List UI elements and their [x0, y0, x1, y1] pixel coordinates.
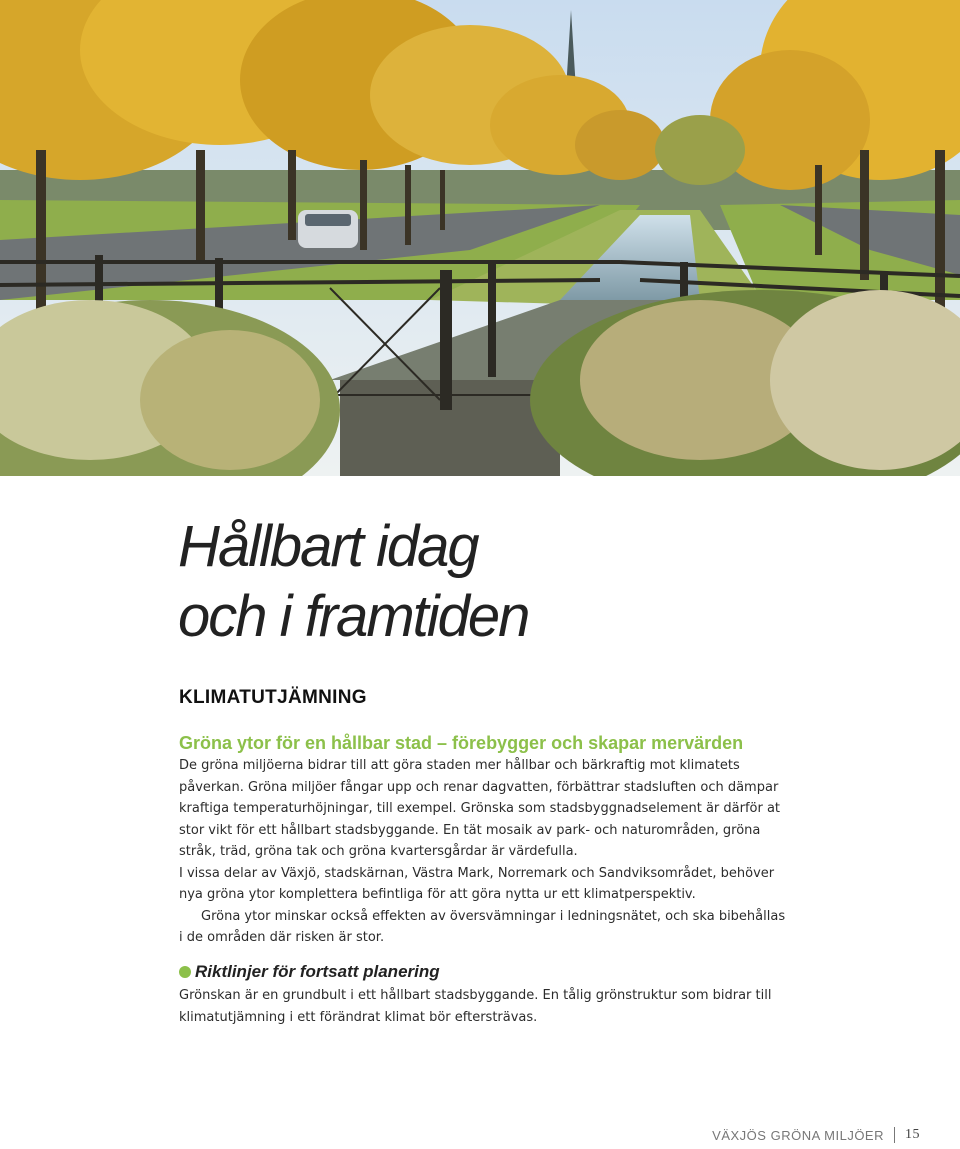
- green-bullet-icon: [179, 966, 191, 978]
- page-footer: [712, 1127, 920, 1143]
- section-heading: KLIMATUTJÄMNING: [179, 687, 367, 708]
- paragraph-1: De gröna miljöerna bidrar till att göra staden mer hållbar och bärkraftig mot klimatets påverkan. Gröna miljöer fångar upp och renar dagvatten, förbättrar stadsluften och dämpar kraftiga temperaturhöjningar, till exempel. Grönska som stadsbyggnadselement är därför at stor vikt för ett hållbart stadsbyggande. En tät mosaik av park- och naturområden, gröna stråk, träd, gröna tak och gröna kvartersgårdar är värdefulla.: [179, 758, 781, 859]
- guidelines-heading: [179, 962, 440, 982]
- paragraph-3: Gröna ytor minskar också effekten av översvämningar i ledningsnätet, och ska bibehållas i de områden där risken är stor.: [179, 908, 786, 945]
- page-title-line-2: och i framtiden: [178, 584, 529, 649]
- page-number: 15: [905, 1127, 920, 1142]
- intro-body: [179, 731, 789, 949]
- page-title: [178, 512, 528, 652]
- page-title-line-1: Hållbart idag: [178, 514, 478, 579]
- guidelines-heading-text: Riktlinjer för fortsatt planering: [195, 962, 440, 981]
- footer-divider: [894, 1127, 895, 1143]
- intro-subheading: Gröna ytor för en hållbar stad – förebygger och skapar mervärden: [179, 733, 744, 753]
- photo-canal-with-autumn-trees: [0, 0, 960, 478]
- guidelines-paragraph: Grönskan är en grundbult i ett hållbart stadsbyggande. En tålig grönstruktur som bidrar till klimatutjämning i ett förändrat klimat bör eftersträvas.: [179, 988, 772, 1025]
- footer-title: VÄXJÖS GRÖNA MILJÖER: [712, 1127, 884, 1143]
- guidelines-body: [179, 985, 779, 1028]
- paragraph-2: I vissa delar av Växjö, stadskärnan, Västra Mark, Norremark och Sandviksområdet, behöver nya gröna ytor komplettera befintliga för att göra nytta ur ett klimatperspektiv.: [179, 865, 775, 902]
